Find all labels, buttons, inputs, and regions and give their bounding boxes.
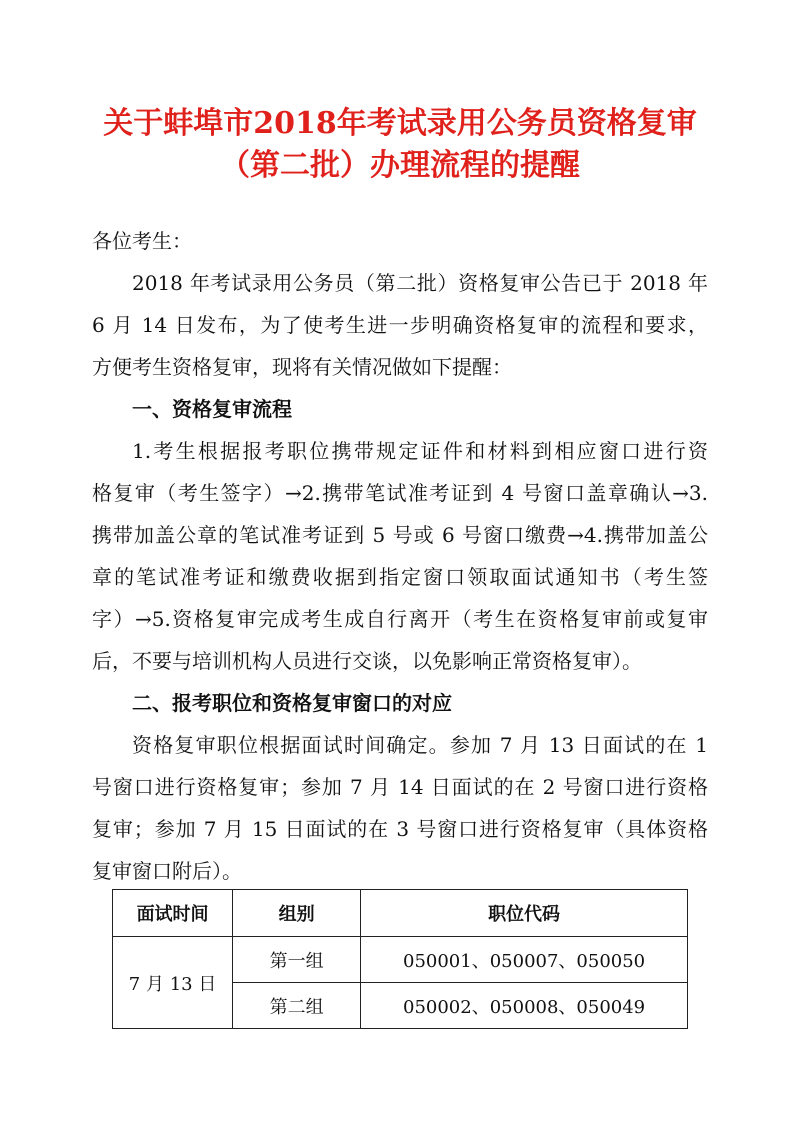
section-2-line-3: 复审；参加 7 月 15 日面试的在 3 号窗口进行资格复审（具体资格 (92, 817, 708, 841)
section-2-line-1: 资格复审职位根据面试时间确定。参加 7 月 13 日面试的在 1 (132, 733, 708, 757)
section-1-line-6: 后，不要与培训机构人员进行交谈，以免影响正常资格复审）。 (92, 649, 642, 673)
table-row (113, 937, 688, 983)
section-1-line-3: 携带加盖公章的笔试准考证到 5 号或 6 号窗口缴费→4.携带加盖公 (92, 523, 708, 547)
section-1-heading: 一、资格复审流程 (132, 397, 292, 421)
section-1-line-4: 章的笔试准考证和缴费收据到指定窗口领取面试通知书（考生签 (92, 565, 708, 589)
section-1-line-5: 字）→5.资格复审完成考生成自行离开（考生在资格复审前或复审 (92, 607, 708, 631)
salutation: 各位考生： (92, 229, 192, 253)
codes-cell: 050001、050007、050050 (361, 937, 688, 983)
codes-cell: 050002、050008、050049 (361, 983, 688, 1029)
section-2-line-2: 号窗口进行资格复审；参加 7 月 14 日面试的在 2 号窗口进行资格 (92, 775, 708, 799)
group-cell: 第二组 (233, 983, 361, 1029)
group-cell: 第一组 (233, 937, 361, 983)
position-window-table (112, 889, 688, 1029)
section-2-line-4: 复审窗口附后）。 (92, 859, 242, 883)
header-group: 组别 (233, 890, 361, 937)
title-line-1: 关于蚌埠市2018年考试录用公务员资格复审 (103, 106, 697, 141)
intro-line-3: 方便考生资格复审，现将有关情况做如下提醒： (92, 355, 512, 379)
intro-line-2: 6 月 14 日发布，为了使考生进一步明确资格复审的流程和要求， (92, 313, 708, 337)
header-position-codes: 职位代码 (361, 890, 688, 937)
section-2-heading: 二、报考职位和资格复审窗口的对应 (132, 691, 452, 715)
section-1-line-2: 格复审（考生签字）→2.携带笔试准考证到 4 号窗口盖章确认→3. (92, 481, 708, 505)
title-line-2: （第二批）办理流程的提醒 (220, 148, 580, 183)
table-header-row (113, 890, 688, 937)
interview-date-cell: 7 月 13 日 (113, 937, 233, 1029)
section-1-line-1: 1.考生根据报考职位携带规定证件和材料到相应窗口进行资 (132, 439, 708, 463)
header-interview-time: 面试时间 (113, 890, 233, 937)
intro-line-1: 2018 年考试录用公务员（第二批）资格复审公告已于 2018 年 (132, 271, 708, 295)
